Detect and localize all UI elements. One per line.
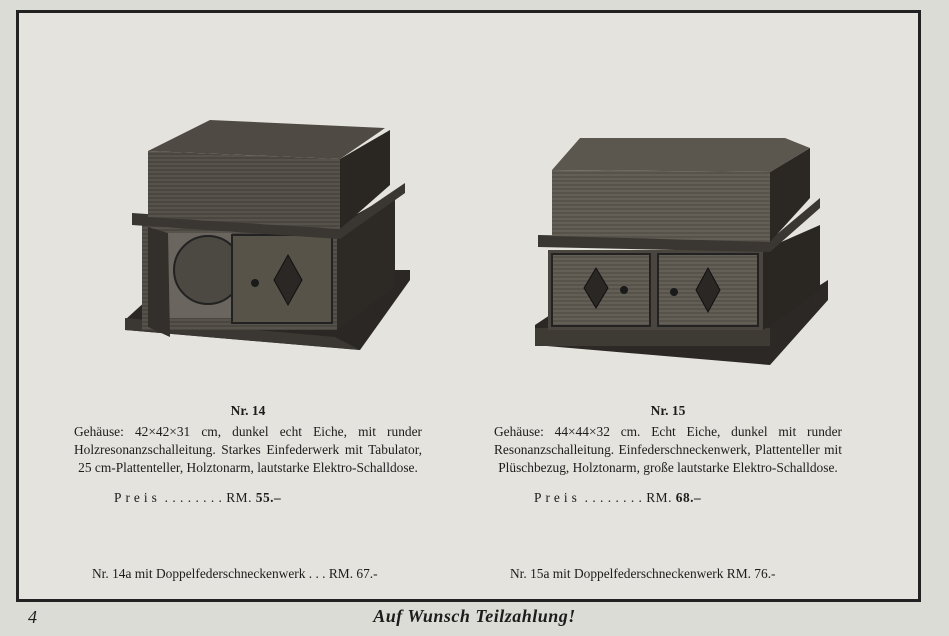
price-label: Preis — [114, 490, 161, 505]
price-currency: RM. — [646, 490, 672, 505]
price-label: Preis — [534, 490, 581, 505]
gramophone-nr14-image — [120, 115, 420, 365]
price-line — [494, 489, 842, 507]
product-number: Nr. 15 — [650, 403, 686, 418]
price-value: 55.– — [255, 490, 282, 505]
product-nr15 — [494, 402, 842, 507]
footer-slogan: Auf Wunsch Teilzahlung! — [373, 606, 576, 626]
variant-nr14a: Nr. 14a mit Doppelfederschneckenwerk . . . RM. 67.- — [92, 566, 378, 581]
gramophone-nr15-image — [530, 130, 830, 370]
page-number: 4 — [28, 607, 37, 627]
price-dots: . . . . . . . . — [164, 490, 223, 505]
product-description: Gehäuse: 42×42×31 cm, dunkel echt Eiche, mit runder Holzresonanzschalleitung. Starkes Einfederwerk mit Tabulator, 25 cm-Plattenteller, Holztonarm, lautstarke Elektro-Schalldose. — [74, 424, 422, 475]
variant-nr15a: Nr. 15a mit Doppelfederschneckenwerk RM. 76.- — [510, 566, 776, 581]
price-value: 68.– — [675, 490, 702, 505]
product-nr14 — [74, 402, 422, 507]
price-currency: RM. — [226, 490, 252, 505]
price-dots: . . . . . . . . — [584, 490, 643, 505]
product-description: Gehäuse: 44×44×32 cm. Echt Eiche, dunkel mit runder Resonanzschalleitung. Einfederschneckenwerk, Plattenteller mit Plüschbezug, Holztonarm, große lautstarke Elektro-Schalldose. — [494, 424, 842, 475]
product-number: Nr. 14 — [230, 403, 266, 418]
price-line — [74, 489, 422, 507]
